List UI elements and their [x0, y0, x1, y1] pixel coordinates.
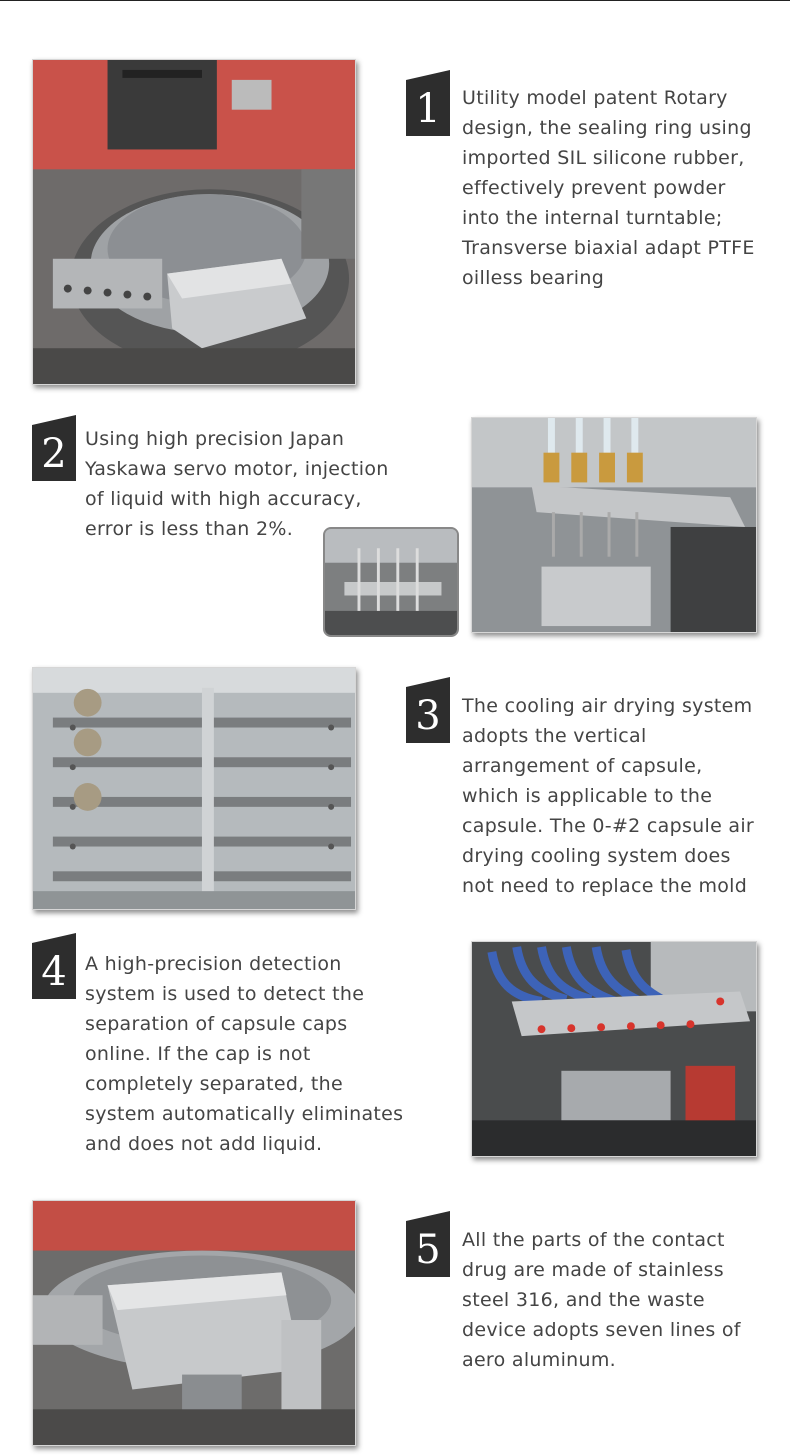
liquid-injection-nozzles-photo — [471, 417, 757, 633]
feature-text-1: Utility model patent Rotary design, the sealing ring using imported SIL silicone rubber, effectively prevent powder into the internal turntable; Transverse biaxial adapt PTFE oilless bearing — [462, 87, 755, 289]
feature-number-5: 5 — [406, 1221, 450, 1277]
air-drying-chain-photo — [32, 667, 356, 910]
stainless-turntable-photo — [32, 1200, 356, 1446]
feature-number-3: 3 — [406, 687, 450, 743]
feature-number-2: 2 — [32, 425, 76, 481]
feature-number-1: 1 — [406, 80, 450, 136]
feature-text-2: Using high precision Japan Yaskawa servo motor, injection of liquid with high accuracy, error is less than 2%. — [85, 428, 389, 540]
top-divider — [0, 0, 790, 1]
feature-text-3: The cooling air drying system adopts the vertical arrangement of capsule, which is applicable to the capsule. The 0-#2 capsule air drying cooling system does not need to replace the mold — [462, 695, 755, 897]
feature-text-4: A high-precision detection system is used to detect the separation of capsule caps online. If the cap is not completely separated, the system automatically eliminates and does not add liquid. — [85, 953, 404, 1155]
feature-text-5: All the parts of the contact drug are made of stainless steel 316, and the waste device adopts seven lines of aero aluminum. — [462, 1229, 741, 1371]
feature-number-4: 4 — [32, 943, 76, 999]
rotary-turntable-photo — [32, 59, 356, 385]
nozzle-detail-photo — [323, 527, 459, 637]
detection-sensors-photo — [471, 941, 757, 1157]
